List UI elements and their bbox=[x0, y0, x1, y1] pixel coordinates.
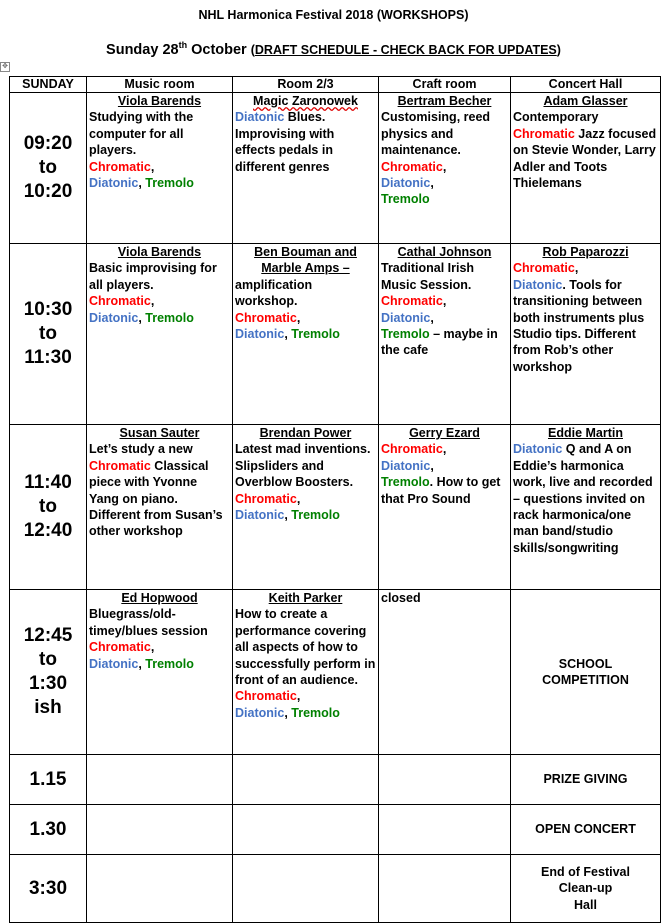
diatonic-label: Diatonic bbox=[513, 442, 563, 457]
presenter-name: Magic Zaronowek bbox=[253, 94, 358, 108]
workshop-cell bbox=[87, 590, 233, 755]
table-row bbox=[10, 425, 661, 590]
diatonic-label: Diatonic bbox=[381, 310, 431, 325]
separator: , bbox=[150, 294, 155, 309]
workshop-text: How to create a performance covering all aspects of how to successfully perform in front of an audience. bbox=[235, 607, 376, 688]
draft-notice bbox=[251, 43, 561, 57]
schedule-table bbox=[9, 76, 661, 923]
workshop-cell bbox=[379, 244, 511, 425]
tremolo-label: Tremolo bbox=[381, 192, 430, 207]
chromatic-label: Chromatic bbox=[235, 491, 297, 506]
time-cell bbox=[10, 93, 87, 244]
chromatic-label: Chromatic bbox=[513, 126, 575, 141]
presenter-name: Rob Paparozzi bbox=[542, 245, 629, 259]
chromatic-label: Chromatic bbox=[381, 159, 443, 174]
header-row bbox=[10, 77, 661, 93]
workshop-text: Jazz focused on Stevie Wonder, Larry Adler and Toots Thielemans bbox=[513, 126, 657, 191]
tremolo-label: Tremolo bbox=[145, 656, 194, 671]
workshop-text: Traditional Irish Music Session. bbox=[381, 261, 475, 292]
event-cell bbox=[511, 855, 661, 923]
separator: , bbox=[442, 159, 447, 174]
workshop-text: Basic improvising for all players. bbox=[89, 261, 217, 292]
workshop-cell bbox=[511, 425, 661, 590]
time-to: to bbox=[39, 157, 57, 178]
empty-cell bbox=[87, 805, 233, 855]
event-text: End of Festival bbox=[541, 864, 630, 879]
diatonic-label: Diatonic bbox=[235, 508, 285, 523]
time-end: 11:30 bbox=[24, 347, 72, 368]
diatonic-label: Diatonic bbox=[235, 110, 285, 125]
schedule-date-heading bbox=[0, 40, 667, 58]
separator: , bbox=[574, 261, 579, 276]
event-cell bbox=[511, 590, 661, 755]
separator: , bbox=[430, 310, 434, 325]
event-cell: OPEN CONCERT bbox=[511, 805, 661, 855]
workshop-cell bbox=[379, 425, 511, 590]
workshop-cell bbox=[379, 590, 511, 755]
chromatic-label: Chromatic bbox=[89, 294, 151, 309]
event-text: SCHOOL bbox=[558, 656, 613, 671]
tremolo-label: Tremolo bbox=[291, 705, 340, 720]
workshop-text: Q and A on Eddie’s harmonica work, live and recorded – questions invited on rack harmonica/one man band/studio skills/songwriting bbox=[513, 442, 653, 555]
presenter-name: Cathal Johnson bbox=[397, 245, 492, 259]
workshop-cell bbox=[233, 590, 379, 755]
presenter-name: Gerry Ezard bbox=[409, 426, 480, 440]
tremolo-label: Tremolo bbox=[145, 176, 194, 191]
date-prefix: Sunday 28 bbox=[106, 41, 179, 58]
separator: , bbox=[442, 442, 447, 457]
tremolo-label: Tremolo bbox=[145, 310, 194, 325]
workshop-cell bbox=[233, 425, 379, 590]
time-end: 10:20 bbox=[23, 181, 73, 202]
empty-cell bbox=[233, 755, 379, 805]
workshop-cell bbox=[233, 244, 379, 425]
diatonic-label: Diatonic bbox=[513, 277, 563, 292]
time-cell: 1.15 bbox=[10, 755, 87, 805]
empty-cell bbox=[87, 855, 233, 923]
draft-open-paren: ( bbox=[250, 42, 255, 57]
closed-text: closed bbox=[381, 591, 421, 605]
workshop-text: – maybe in the cafe bbox=[381, 327, 498, 358]
table-row bbox=[10, 855, 661, 923]
chromatic-label: Chromatic bbox=[381, 294, 443, 309]
time-start: 11:40 bbox=[24, 472, 72, 493]
presenter-name: Adam Glasser bbox=[543, 94, 628, 108]
workshop-text: Studying with the computer for all players. bbox=[89, 110, 194, 158]
date-superscript: th bbox=[178, 40, 188, 50]
separator: , bbox=[296, 310, 301, 325]
event-text: COMPETITION bbox=[542, 673, 629, 687]
chromatic-label: Chromatic bbox=[89, 640, 151, 655]
time-start: 09:20 bbox=[23, 133, 73, 154]
table-row bbox=[10, 93, 661, 244]
workshop-text: Let’s study a new bbox=[89, 442, 193, 457]
tremolo-label: Tremolo bbox=[381, 475, 430, 490]
time-start: 10:30 bbox=[23, 299, 73, 320]
header-music-room: Music room bbox=[87, 77, 233, 93]
workshop-text: Customising, reed physics and maintenance. bbox=[381, 110, 491, 158]
workshop-text: . How to get that Pro Sound bbox=[381, 475, 501, 506]
presenter-name: Keith Parker bbox=[268, 591, 343, 605]
time-cell: 1.30 bbox=[10, 805, 87, 855]
event-text: Hall bbox=[574, 897, 597, 912]
draft-close-paren: ) bbox=[556, 42, 561, 57]
workshop-text: Latest mad inventions. Slipsliders and Overblow Boosters. bbox=[235, 442, 371, 490]
separator: , bbox=[150, 640, 155, 655]
workshop-text: . Tools for transitioning between both instruments plus Studio tips. Different from Rob’s other workshop bbox=[513, 277, 645, 374]
table-move-handle-icon[interactable]: ✥ bbox=[0, 62, 10, 72]
chromatic-label: Chromatic bbox=[381, 442, 443, 457]
separator: , bbox=[442, 294, 447, 309]
date-suffix: October bbox=[187, 41, 247, 58]
draft-text: DRAFT SCHEDULE - CHECK BACK FOR UPDATES bbox=[254, 42, 557, 57]
header-craft-room: Craft room bbox=[379, 77, 511, 93]
presenter-name: Ed Hopwood bbox=[121, 591, 198, 605]
time-to: to bbox=[39, 323, 57, 344]
diatonic-label: Diatonic bbox=[89, 310, 139, 325]
header-sunday: SUNDAY bbox=[10, 77, 87, 93]
presenter-name: Ben Bouman and Marble Amps – bbox=[254, 245, 357, 276]
presenter-name: Viola Barends bbox=[117, 94, 202, 108]
chromatic-label: Chromatic bbox=[513, 261, 575, 276]
table-row bbox=[10, 805, 661, 855]
chromatic-label: Chromatic bbox=[89, 159, 151, 174]
workshop-text: Blues. Improvising with effects pedals in different genres bbox=[235, 110, 335, 174]
tremolo-label: Tremolo bbox=[381, 327, 430, 342]
separator: , bbox=[284, 705, 292, 720]
separator: , bbox=[430, 176, 434, 191]
document-title: NHL Harmonica Festival 2018 (WORKSHOPS) bbox=[198, 8, 469, 22]
presenter-name: Bertram Becher bbox=[397, 94, 492, 108]
event-text: Clean-up bbox=[558, 881, 613, 896]
empty-cell bbox=[233, 855, 379, 923]
separator: , bbox=[138, 656, 146, 671]
time-to: to bbox=[39, 649, 57, 670]
separator: , bbox=[430, 458, 434, 473]
separator: , bbox=[284, 327, 292, 342]
diatonic-label: Diatonic bbox=[89, 656, 139, 671]
empty-cell bbox=[379, 755, 511, 805]
diatonic-label: Diatonic bbox=[89, 176, 139, 191]
time-end: 12:40 bbox=[23, 520, 73, 541]
presenter-name: Eddie Martin bbox=[547, 426, 623, 440]
diatonic-label: Diatonic bbox=[235, 327, 285, 342]
chromatic-label: Chromatic bbox=[89, 458, 151, 473]
diatonic-label: Diatonic bbox=[381, 458, 431, 473]
time-cell bbox=[10, 244, 87, 425]
separator: , bbox=[296, 491, 301, 506]
empty-cell bbox=[379, 805, 511, 855]
table-row bbox=[10, 755, 661, 805]
presenter-name: Brendan Power bbox=[259, 426, 352, 440]
workshop-text: Contemporary bbox=[513, 110, 599, 125]
workshop-cell bbox=[87, 244, 233, 425]
time-ish: ish bbox=[34, 697, 62, 718]
workshop-text: Bluegrass/old-timey/blues session bbox=[89, 607, 208, 638]
workshop-cell bbox=[511, 244, 661, 425]
empty-cell bbox=[233, 805, 379, 855]
header-concert-hall: Concert Hall bbox=[511, 77, 661, 93]
time-to: to bbox=[39, 496, 57, 517]
presenter-name: Susan Sauter bbox=[119, 426, 200, 440]
tremolo-label: Tremolo bbox=[291, 508, 340, 523]
workshop-text: Classical piece with Yvonne Yang on piano. Different from Susan’s other workshop bbox=[89, 458, 223, 539]
tremolo-label: Tremolo bbox=[291, 327, 340, 342]
empty-cell bbox=[87, 755, 233, 805]
separator: , bbox=[150, 159, 155, 174]
time-cell bbox=[10, 425, 87, 590]
workshop-cell bbox=[87, 425, 233, 590]
table-row bbox=[10, 590, 661, 755]
workshop-cell bbox=[379, 93, 511, 244]
diatonic-label: Diatonic bbox=[235, 705, 285, 720]
separator: , bbox=[284, 508, 292, 523]
workshop-text: amplification workshop. bbox=[235, 277, 313, 309]
separator: , bbox=[138, 310, 146, 325]
chromatic-label: Chromatic bbox=[235, 689, 297, 704]
header-room-2-3: Room 2/3 bbox=[233, 77, 379, 93]
workshop-cell bbox=[233, 93, 379, 244]
empty-cell bbox=[379, 855, 511, 923]
workshop-cell bbox=[511, 93, 661, 244]
workshop-cell bbox=[87, 93, 233, 244]
time-start: 12:45 bbox=[23, 625, 73, 646]
event-cell: PRIZE GIVING bbox=[511, 755, 661, 805]
table-row bbox=[10, 244, 661, 425]
time-end: 1:30 bbox=[28, 673, 68, 694]
time-cell bbox=[10, 590, 87, 755]
time-cell: 3:30 bbox=[10, 855, 87, 923]
chromatic-label: Chromatic bbox=[235, 310, 297, 325]
separator: , bbox=[296, 689, 301, 704]
diatonic-label: Diatonic bbox=[381, 176, 431, 191]
separator: , bbox=[138, 176, 146, 191]
presenter-name: Viola Barends bbox=[117, 245, 202, 259]
